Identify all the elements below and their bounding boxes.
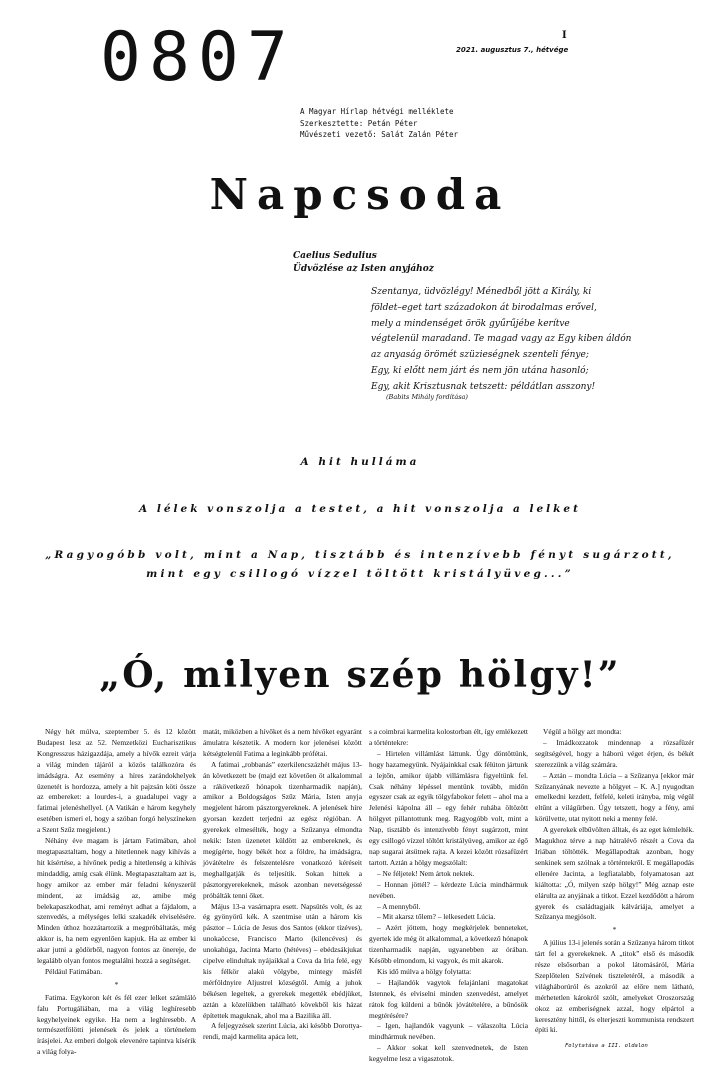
- poem-line: mely a mindenséget örök gyűrűjébe kerítve: [371, 318, 570, 329]
- paragraph: matát, miközben a hívőket és a nem hívőket egyaránt ámulatra késztetik. A modern kor jelenései között kétségtelenül Fatima a leginkább prófétai.: [203, 727, 362, 758]
- article-column-2: [203, 727, 362, 1043]
- paragraph: – Igen, hajlandók vagyunk – válaszolta Lúcia mindhármuk nevében.: [369, 1021, 528, 1042]
- paragraph: Május 13-a vasárnapra esett. Napsütés volt, és az ég gyönyörű kék. A szentmise után a három kis pásztor – Lúcia de Jesus dos Santos (ekkor tízéves), unokaöccse, Francisco Marto (kilencéves) és unokahúga, Jacinta Marto (hétéves) – ebédzsákjukat cipelve elindultak nyájaikkal a Cova da Iria felé, egy kis félkör alakú völgybe, mintegy másfél mérföldnyire Aljustrel községtől. Amíg a juhok békésen legeltek, a gyerekek megették ebédjüket, aztán a közelükben található kövekből kis házat építettek maguknak, ahol ma a Bazilika áll.: [203, 901, 362, 1020]
- paragraph: – Akkor sokat kell szenvednetek, de Isten kegyelme lesz a vigasztotok.: [369, 1043, 528, 1064]
- credit-line: Művészeti vezető: Salát Zalán Péter: [300, 130, 459, 139]
- paragraph: – Imádkozzatok mindennap a rózsafüzér segítségével, hogy a háború véget érjen, és békét szerezzünk a világ számára.: [535, 737, 694, 769]
- paragraph: – A mennyből.: [377, 901, 421, 911]
- pull-quote-line: „Ragyogóbb volt, mint a Nap, tisztább és intenzívebb fényt sugárzott,: [45, 549, 675, 561]
- paragraph: Végül a hölgy azt mondta:: [543, 727, 622, 736]
- pull-quote-line: mint egy csillogó vízzel töltött kristályüveg...”: [146, 568, 574, 580]
- poem-line: végtelenül maradand. Te magad vagy az Egy kiben áldón: [371, 334, 632, 345]
- paragraph: – Hajlandók vagytok felajánlani magatokat Istennek, és elviselni minden szenvedést, amelyet rátok fog küldeni a bűnök jóvátételére, a bűnösök megtérésére?: [369, 977, 528, 1020]
- poem-heading: [293, 250, 434, 276]
- paragraph: Négy hét múlva, szeptember 5. és 12 között Budapest lesz az 52. Nemzetközi Eucharisztikus Kongresszus házigazdája, amely a hívők ezreit várja a világ minden tájáról a közös találkozóra és imádságra. Az esemény a híres zarándokhelyek üzenetét is hordozza, amely a hit pajzsán köti össze az embereket: a lourdes-i, a guadalupei vagy a fatimai jelenéshellyel. (A Vatikán e három kegyhely esetében ismeri el, hogy a szóban forgó helyszíneken a Szent Szűz megjelent.): [37, 727, 196, 835]
- poem-body: [371, 285, 671, 396]
- poem-line: Egy, akit Krisztusnak tetszett: példátlan asszony!: [371, 381, 596, 392]
- dateline: 2021. augusztus 7., hétvége: [456, 46, 569, 54]
- subhead-second: A lélek vonszolja a testet, a hit vonszolja a lelket: [139, 503, 581, 515]
- page-title: Napcsoda: [209, 170, 511, 219]
- poem-line: Egy, ki előtt nem járt és nem jön utána hasonló;: [371, 365, 589, 376]
- paragraph: Néhány éve magam is jártam Fatimában, ahol megtapasztaltam, hogy a hitetlennek nagy kihívás a hit kísértése, a hívőnek pedig a hitetlenség a kihívás mindaddig, amíg csak élünk. Megtapasztaltam azt is, hogy amikor az ember már feladni kényszerül mindent, az imádság az, amibe még belekapaszkodhat, ami reményt adhat a fájdalom, a szenvedés, a mélységes lelki szakadék elviselésére. Minden úthoz hozzátartozik a megpróbáltatás, még akkor is, ha nem egyenlően kapjuk. Ha az ember ki akar jutni a gödörből, nagyon fontos az önereje, de legalább olyan fontos megtalálni hozzá a segítséget.: [37, 836, 196, 966]
- article-column-4: [535, 727, 694, 1036]
- article-column-3: [369, 727, 528, 1065]
- continuation-note: Folytatása a III. oldalon: [565, 1043, 648, 1049]
- credits: [300, 106, 458, 141]
- paragraph: A feljegyzések szerint Lúcia, aki később Dorottya-rendi, majd karmelita apáca lett,: [203, 1021, 362, 1042]
- paragraph: – Honnan jöttél? – kérdezte Lúcia mindhármuk nevében.: [369, 879, 528, 900]
- pull-quote: [0, 546, 720, 584]
- credit-line: Szerkesztette: Petán Péter: [300, 118, 418, 128]
- subhead-first: A hit hulláma: [300, 456, 420, 468]
- paragraph: A fatimai „robbanás” ezerkilencszázhét május 13-án következett be (majd ezt követően öt alkalommal a rákövetkező hónapok tizenharmadik napján), amikor a Boldogságos Szűz Mária, Isten anyja megjelent három pásztorgyereknek. A jelenések híre gyorsan kezdett terjedni az egész régióban. A gyerekek elmesélték, hogy a Szűzanya elmondta nekik: Isten üzenetet küldött az embereknek, és megígérte, hogy békét hoz a földre, ha imádságra, jóvátételre és felszentelésre vonatkozó kéréseit meghallgatják és teljesítik. Sokan hittek a pásztorgyerekeknek, mások azonban nevetségessé próbálták tenni őket.: [203, 759, 362, 900]
- paragraph: Fatima. Egykoron két és fél ezer lelket számláló falu Portugáliában, ma a világ leghíresebb kegyhelyeinek egyike. Ha nem a leghíresebb. A természetfölötti jelenések és jelek a történelem írásjelei. Az emberi dolgok elevenére tapintva kísérik a világ folya-: [37, 992, 196, 1057]
- poem-line: Szentanya, üdvözlégy! Ménedből jött a Király, ki: [371, 287, 592, 297]
- paragraph: Kis idő múlva a hölgy folytatta:: [377, 966, 472, 976]
- paragraph: – Hirtelen villámlást láttunk. Úgy döntöttünk, hogy hazamegyünk. Nyájainkkal csak félúton jártunk a lejtőn, amikor újabb villámlásra figyeltünk fel. Csak néhány lépéssel mentünk tovább, midőn egyszer csak az egyik tölgyfabokor felett – ahol ma a Jelenési kápolna áll – egy fehér ruhába öltözött hölgyet pillantottunk meg. Ragyogóbb volt, mint a Nap, tisztább és intenzívebb fényt sugárzott, mint egy csillogó vízzel töltött kristályüveg, amikor az égő nap sugarai átsütnek rajta. A kezei között rózsafüzért tartott. Aztán a hölgy megszólalt:: [369, 748, 528, 867]
- paragraph: – Azért jöttem, hogy megkérjelek benneteket, gyertek ide még öt alkalommal, a következő hónapok tizenharmadik napján, ugyanebben az órában. Később elmondom, ki vagyok, és mit akarok.: [369, 923, 528, 966]
- paragraph: A július 13-i jelenés során a Szűzanya három titkot tárt fel a gyerekeknek. A „titok” első és második része elsősorban a pokol látomásáról, Mária Szeplőtelen Szívének tiszteletéről, a második a világháborúról és azokról az előre nem látható, mérhetetlen károkról szólt, amelyeket Oroszország okoz az emberiségnek azzal, hogy elpártol a keresztény hittől, és elterjeszti kommunista rendszert építi ki.: [535, 938, 694, 1035]
- section-separator: *: [114, 979, 119, 989]
- issue-number: 0807: [100, 18, 296, 97]
- paragraph: s a coimbrai karmelita kolostorban élt, így emlékezett a történtekre:: [369, 727, 528, 747]
- paragraph: A gyerekek elbűvölten álltak, és az eget kémlelték. Magukhoz térve a nap hátralévő részét a Cova da Iriában töltötték. Megállapodtak azonban, hogy senkinek sem szólnak a történtekről. E megállapodás ellenére Jacinta, a legfiatalabb, folyamatosan azt kiáltotta: „Ó, milyen szép hölgy!” Még aznap este elárulta az anyjának a titkot. Ezzel kezdődött a három gyerek és családtagjaik kálváriája, amelyet a Szűzanya megjósolt.: [535, 825, 694, 922]
- paragraph: – Ne féljetek! Nem ártok nektek.: [377, 868, 475, 878]
- paragraph: – Mit akarsz tőlem? – lelkesedett Lúcia.: [377, 912, 496, 922]
- poem-line: földet–eget tart századokon át birodalmas erővel,: [371, 302, 597, 313]
- poem-translator: (Babits Mihály fordítása): [386, 393, 468, 401]
- paragraph: – Aztán – mondta Lúcia – a Szűzanya [ekkor már Szűzanyának nevezte a hölgyet – K. A.] nyugodtan emelkedni kezdett, felfelé, keleti irányba, míg végül eltűnt a világűrben. Úgy tetszett, hogy a fény, ami körülvette, utat nyitott neki a menny felé.: [535, 770, 694, 824]
- paragraph: Például Fatimában.: [45, 966, 103, 976]
- article-column-1: [37, 727, 196, 1058]
- page-number: I: [562, 30, 567, 41]
- poem-author: Caelius Sedulius: [293, 251, 377, 261]
- credit-line: A Magyar Hírlap hétvégi melléklete: [300, 107, 454, 116]
- poem-title: Üdvözlése az Isten anyjához: [293, 264, 434, 274]
- headline: „Ó, milyen szép hölgy!”: [99, 654, 621, 696]
- section-separator: *: [612, 925, 617, 935]
- poem-line: az anyaság örömét szüzieségnek szenteli fénye;: [371, 350, 589, 361]
